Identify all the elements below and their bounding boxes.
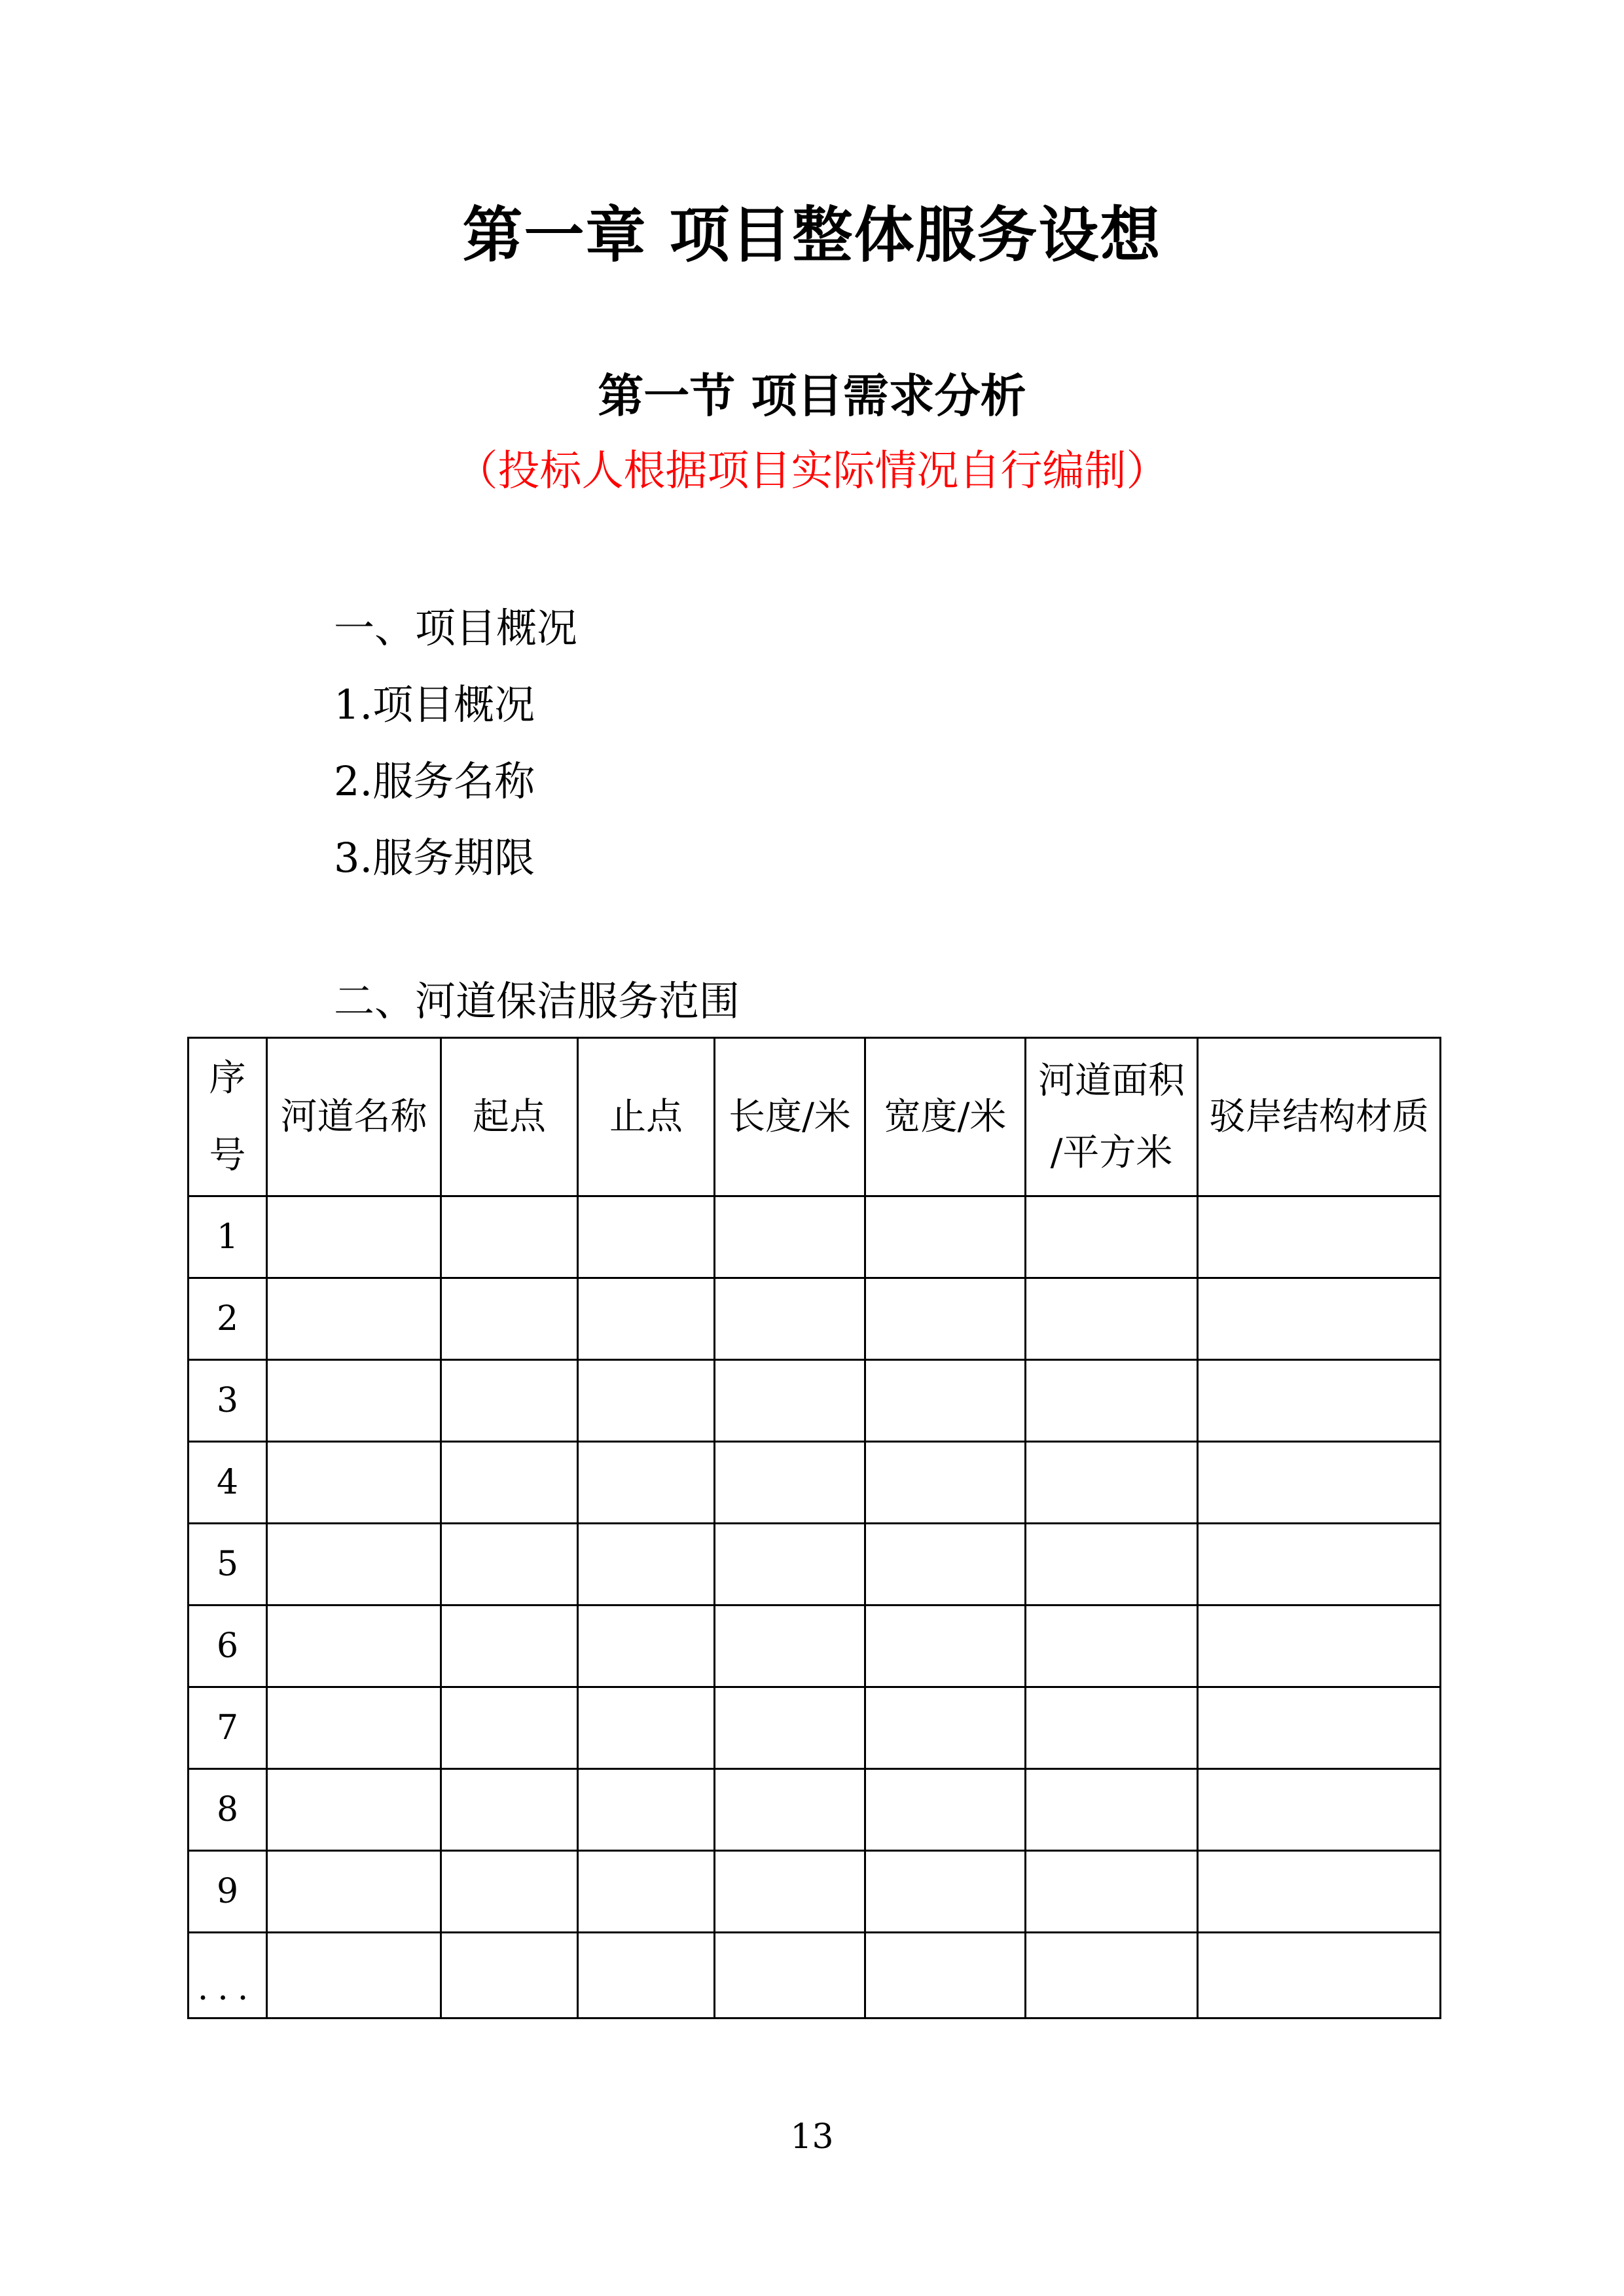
cell-area[interactable] xyxy=(1026,1933,1198,2018)
cell-seq: 2 xyxy=(189,1278,267,1360)
table-row xyxy=(189,1851,1441,1933)
cell-start-point[interactable] xyxy=(441,1524,578,1605)
cell-revetment[interactable] xyxy=(1198,1605,1441,1687)
cell-area[interactable] xyxy=(1026,1442,1198,1524)
cell-end-point[interactable] xyxy=(578,1278,715,1360)
table-row xyxy=(189,1933,1441,2018)
cell-seq-ellipsis: ... xyxy=(189,1933,267,2018)
cell-length[interactable] xyxy=(715,1933,865,2018)
header-length: 长度/米 xyxy=(715,1038,865,1196)
cell-width[interactable] xyxy=(865,1687,1026,1769)
cell-revetment[interactable] xyxy=(1198,1442,1441,1524)
cell-start-point[interactable] xyxy=(441,1442,578,1524)
cell-length[interactable] xyxy=(715,1605,865,1687)
cell-end-point[interactable] xyxy=(578,1933,715,2018)
chapter-title: 第一章 项目整体服务设想 xyxy=(462,200,1162,270)
cell-seq: 4 xyxy=(189,1442,267,1524)
cell-river-name[interactable] xyxy=(267,1524,441,1605)
part2-heading: 二、河道保洁服务范围 xyxy=(334,977,740,1025)
cell-width[interactable] xyxy=(865,1524,1026,1605)
river-cleaning-scope-table xyxy=(187,1037,1441,2019)
header-start-point: 起点 xyxy=(441,1038,578,1196)
cell-revetment[interactable] xyxy=(1198,1524,1441,1605)
cell-river-name[interactable] xyxy=(267,1769,441,1851)
cell-width[interactable] xyxy=(865,1769,1026,1851)
table-row xyxy=(189,1442,1441,1524)
header-end-point: 止点 xyxy=(578,1038,715,1196)
cell-width[interactable] xyxy=(865,1605,1026,1687)
cell-length[interactable] xyxy=(715,1442,865,1524)
table-row xyxy=(189,1524,1441,1605)
header-seq-line1: 序 xyxy=(209,1056,246,1100)
header-river-name: 河道名称 xyxy=(267,1038,441,1196)
cell-river-name[interactable] xyxy=(267,1278,441,1360)
cell-seq: 1 xyxy=(189,1196,267,1278)
table-row xyxy=(189,1196,1441,1278)
cell-seq: 7 xyxy=(189,1687,267,1769)
cell-revetment[interactable] xyxy=(1198,1196,1441,1278)
cell-seq: 5 xyxy=(189,1524,267,1605)
cell-end-point[interactable] xyxy=(578,1360,715,1442)
cell-start-point[interactable] xyxy=(441,1278,578,1360)
cell-width[interactable] xyxy=(865,1196,1026,1278)
cell-area[interactable] xyxy=(1026,1360,1198,1442)
header-revetment-material: 驳岸结构材质 xyxy=(1198,1038,1441,1196)
cell-area[interactable] xyxy=(1026,1524,1198,1605)
header-area xyxy=(1026,1038,1198,1196)
cell-river-name[interactable] xyxy=(267,1196,441,1278)
table-row xyxy=(189,1278,1441,1360)
cell-river-name[interactable] xyxy=(267,1687,441,1769)
cell-revetment[interactable] xyxy=(1198,1933,1441,2018)
cell-length[interactable] xyxy=(715,1278,865,1360)
table-row xyxy=(189,1605,1441,1687)
cell-revetment[interactable] xyxy=(1198,1360,1441,1442)
cell-revetment[interactable] xyxy=(1198,1769,1441,1851)
cell-start-point[interactable] xyxy=(441,1196,578,1278)
cell-revetment[interactable] xyxy=(1198,1687,1441,1769)
cell-river-name[interactable] xyxy=(267,1851,441,1933)
cell-start-point[interactable] xyxy=(441,1933,578,2018)
header-area-line2: /平方米 xyxy=(1050,1131,1173,1174)
cell-river-name[interactable] xyxy=(267,1360,441,1442)
page-number: 13 xyxy=(790,2117,834,2157)
cell-revetment[interactable] xyxy=(1198,1278,1441,1360)
cell-end-point[interactable] xyxy=(578,1442,715,1524)
cell-area[interactable] xyxy=(1026,1769,1198,1851)
header-width: 宽度/米 xyxy=(865,1038,1026,1196)
cell-area[interactable] xyxy=(1026,1278,1198,1360)
cell-river-name[interactable] xyxy=(267,1933,441,2018)
cell-area[interactable] xyxy=(1026,1687,1198,1769)
cell-area[interactable] xyxy=(1026,1851,1198,1933)
cell-width[interactable] xyxy=(865,1442,1026,1524)
cell-width[interactable] xyxy=(865,1933,1026,2018)
header-seq-line2: 号 xyxy=(209,1134,246,1177)
section-title: 第一节 项目需求分析 xyxy=(598,369,1026,423)
cell-width[interactable] xyxy=(865,1360,1026,1442)
item-service-period: 3.服务期限 xyxy=(334,834,535,882)
cell-revetment[interactable] xyxy=(1198,1851,1441,1933)
cell-length[interactable] xyxy=(715,1687,865,1769)
cell-end-point[interactable] xyxy=(578,1769,715,1851)
header-seq xyxy=(189,1038,267,1196)
table-header-row xyxy=(189,1038,1441,1196)
cell-start-point[interactable] xyxy=(441,1605,578,1687)
cell-length[interactable] xyxy=(715,1360,865,1442)
header-area-line1: 河道面积 xyxy=(1038,1059,1185,1102)
cell-river-name[interactable] xyxy=(267,1442,441,1524)
cell-start-point[interactable] xyxy=(441,1687,578,1769)
table-row xyxy=(189,1687,1441,1769)
table-row xyxy=(189,1769,1441,1851)
part1-heading: 一、项目概况 xyxy=(334,604,578,652)
cell-width[interactable] xyxy=(865,1278,1026,1360)
cell-end-point[interactable] xyxy=(578,1605,715,1687)
cell-length[interactable] xyxy=(715,1524,865,1605)
cell-start-point[interactable] xyxy=(441,1769,578,1851)
cell-seq: 3 xyxy=(189,1360,267,1442)
cell-end-point[interactable] xyxy=(578,1687,715,1769)
cell-end-point[interactable] xyxy=(578,1196,715,1278)
instruction-note: （投标人根据项目实际情况自行编制） xyxy=(456,447,1168,495)
cell-seq: 8 xyxy=(189,1769,267,1851)
cell-area[interactable] xyxy=(1026,1605,1198,1687)
cell-length[interactable] xyxy=(715,1851,865,1933)
cell-seq: 6 xyxy=(189,1605,267,1687)
cell-length[interactable] xyxy=(715,1196,865,1278)
item-project-overview: 1.项目概况 xyxy=(334,681,535,728)
cell-length[interactable] xyxy=(715,1769,865,1851)
item-service-name: 2.服务名称 xyxy=(334,757,535,805)
cell-start-point[interactable] xyxy=(441,1360,578,1442)
cell-end-point[interactable] xyxy=(578,1851,715,1933)
cell-river-name[interactable] xyxy=(267,1605,441,1687)
cell-start-point[interactable] xyxy=(441,1851,578,1933)
cell-end-point[interactable] xyxy=(578,1524,715,1605)
table-row xyxy=(189,1360,1441,1442)
cell-seq: 9 xyxy=(189,1851,267,1933)
cell-width[interactable] xyxy=(865,1851,1026,1933)
cell-area[interactable] xyxy=(1026,1196,1198,1278)
